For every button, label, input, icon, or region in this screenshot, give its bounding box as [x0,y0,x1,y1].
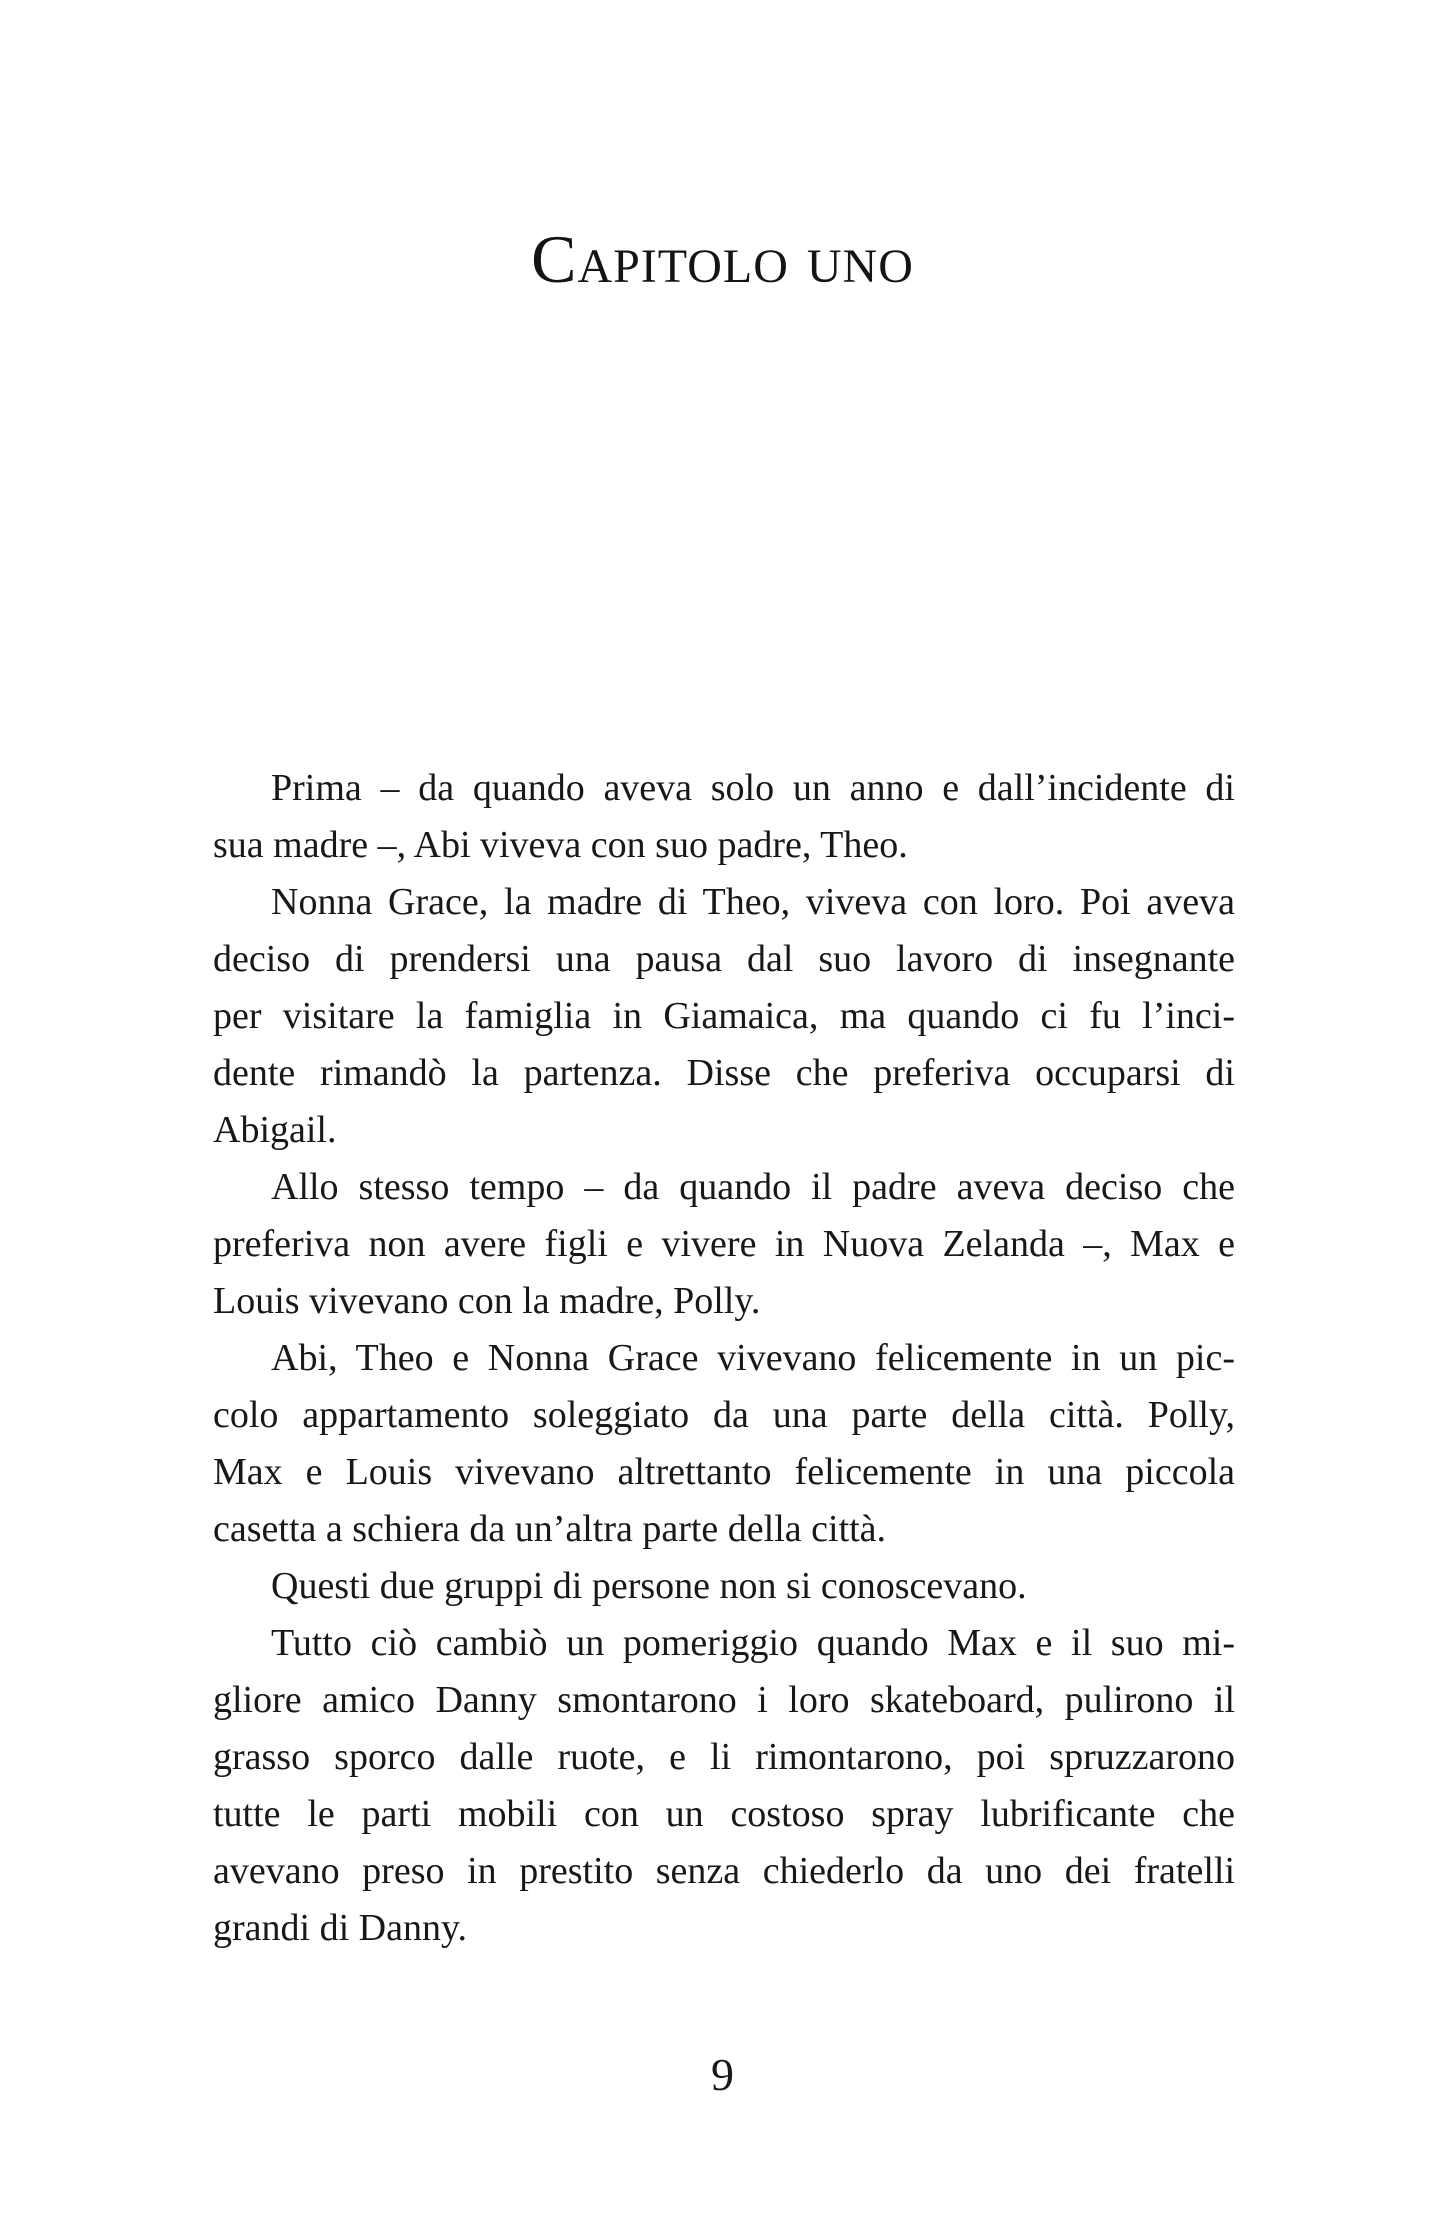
text-line: Abi, Theo e Nonna Grace vivevano felicemente in un pic- [271,1337,1235,1379]
text-line: casetta a schiera da un’altra parte della città. [213,1508,887,1550]
text-line: Allo stesso tempo – da quando il padre aveva deciso che [271,1166,1235,1208]
text-line: Tutto ciò cambiò un pomeriggio quando Max e il suo mi- [271,1622,1235,1664]
text-line: tutte le parti mobili con un costoso spray lubrificante che [213,1793,1235,1835]
text-line: grandi di Danny. [213,1907,467,1949]
text-line: per visitare la famiglia in Giamaica, ma quando ci fu l’inci- [213,995,1235,1037]
chapter-title: Capitolo uno [531,221,914,297]
text-line: dente rimandò la partenza. Disse che preferiva occuparsi di [213,1052,1235,1094]
text-line: gliore amico Danny smontarono i loro skateboard, pulirono il [213,1679,1235,1721]
text-line: sua madre –, Abi viveva con suo padre, Theo. [213,824,908,866]
text-line: Louis vivevano con la madre, Polly. [213,1280,761,1322]
text-line: preferiva non avere figli e vivere in Nuova Zelanda –, Max e [213,1223,1235,1265]
text-line: Prima – da quando aveva solo un anno e dall’incidente di [271,767,1235,809]
text-line: Abigail. [213,1109,337,1151]
body-text [213,760,1235,1957]
text-line: Questi due gruppi di persone non si conoscevano. [271,1565,1027,1607]
text-line: colo appartamento soleggiato da una parte della città. Polly, [213,1394,1235,1436]
text-line: Max e Louis vivevano altrettanto felicemente in una piccola [213,1451,1235,1493]
page-number: 9 [711,2049,734,2100]
text-line: avevano preso in prestito senza chiederlo da uno dei fratelli [213,1850,1235,1892]
text-line: deciso di prendersi una pausa dal suo lavoro di insegnante [213,938,1235,980]
text-line: grasso sporco dalle ruote, e li rimontarono, poi spruzzarono [213,1736,1235,1778]
text-line: Nonna Grace, la madre di Theo, viveva con loro. Poi aveva [271,881,1235,923]
